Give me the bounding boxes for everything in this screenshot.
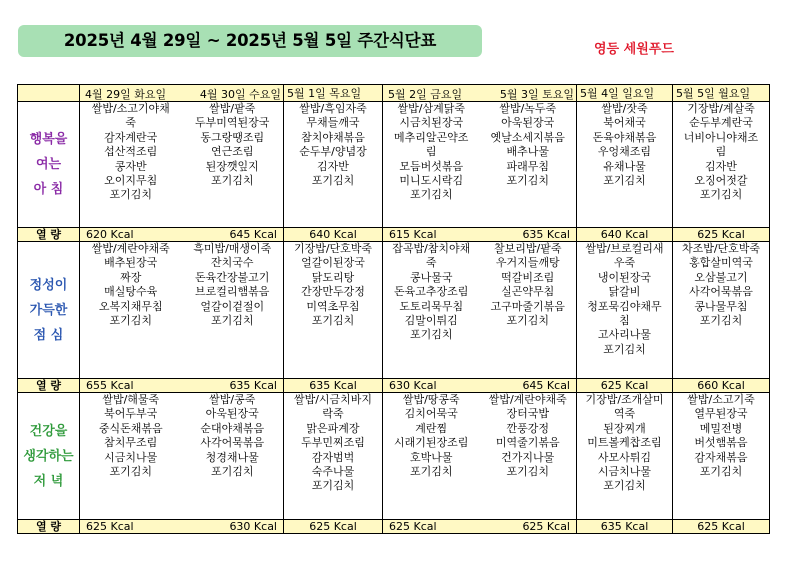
dish-list	[577, 393, 672, 494]
menu-cell	[383, 102, 577, 228]
meal-row	[18, 242, 770, 379]
menu-cell	[80, 393, 284, 520]
dish-item: 역죽	[613, 407, 636, 421]
dish-item: 죽	[125, 116, 137, 130]
dish-item: 포기김치	[506, 174, 549, 188]
dish-item: 포기김치	[409, 465, 453, 479]
kcal-value: 640 Kcal	[600, 228, 649, 241]
dish-item: 잡곡밥/참치야채	[392, 242, 471, 255]
dish-list	[673, 393, 769, 479]
dish-list	[577, 242, 672, 357]
dish-item: 청포묵김야채무	[587, 299, 662, 313]
dish-list	[383, 393, 480, 479]
dish-item: 시금치나물	[104, 450, 158, 464]
dish-item: 포기김치	[603, 174, 646, 188]
dish-item: 김말이튀김	[404, 314, 458, 328]
dish-columns	[80, 242, 283, 328]
dish-item: 떡갈비조림	[501, 270, 555, 284]
kcal-values	[383, 379, 576, 392]
dish-item: 고구마줄기볶음	[490, 299, 565, 313]
kcal-values	[80, 228, 283, 241]
company-name: 영등 세원푸드	[594, 42, 674, 57]
menu-cell	[383, 242, 577, 379]
dish-list	[480, 102, 577, 203]
dish-item: 림	[425, 145, 437, 159]
dish-item: 순두부계란국	[689, 116, 753, 130]
dish-item: 김자반	[317, 159, 349, 173]
dish-item: 실곤약무침	[501, 285, 555, 299]
day-label: 5월 3일 토요일	[499, 88, 574, 101]
dish-item: 미역초무침	[306, 299, 360, 313]
dish-item: 림	[715, 145, 727, 159]
dish-item: 콩나물무침	[694, 299, 748, 313]
dish-item: 시금치나물	[597, 465, 652, 479]
dish-item: 포기김치	[311, 174, 355, 188]
dish-item: 무채들깨국	[306, 116, 360, 130]
dish-item: 맑은파계장	[306, 421, 360, 435]
dish-list	[673, 242, 769, 328]
dish-item: 북어채국	[603, 116, 646, 130]
kcal-cell	[383, 228, 577, 242]
dish-item: 기장밥/조개살미	[585, 393, 664, 406]
kcal-label: 열 량	[18, 228, 80, 242]
dish-item: 콩나물국	[409, 270, 453, 284]
kcal-values	[577, 228, 672, 241]
dish-item: 돈육야채볶음	[592, 130, 657, 144]
dish-item: 청경채나물	[205, 450, 259, 464]
dish-item: 순두부/양념장	[299, 145, 367, 159]
dish-list	[383, 102, 480, 203]
dish-item: 냉이된장국	[597, 270, 652, 284]
kcal-label: 열 량	[18, 520, 80, 534]
menu-cell	[577, 393, 673, 520]
kcal-value: 635 Kcal	[600, 520, 649, 533]
dish-item: 포기김치	[409, 188, 453, 202]
dish-item: 우죽	[613, 256, 636, 270]
kcal-cell	[577, 379, 673, 393]
kcal-values	[673, 228, 769, 241]
dish-item: 된장깻잎지	[205, 159, 259, 173]
dish-item: 포기김치	[603, 479, 646, 493]
dish-item: 김자반	[705, 159, 737, 173]
kcal-values	[284, 520, 382, 533]
kcal-value: 635 Kcal	[229, 379, 277, 392]
kcal-value: 630 Kcal	[389, 379, 437, 392]
dish-item: 쌀밥/잣죽	[601, 102, 648, 115]
meal-name-line: 건강을	[29, 423, 68, 439]
dish-item: 흑미밥/매생이죽	[193, 242, 272, 255]
menu-cell	[577, 102, 673, 228]
kcal-label: 열 량	[18, 379, 80, 393]
dish-columns	[383, 242, 576, 343]
dish-item: 사각어묵볶음	[689, 285, 753, 299]
kcal-cell	[284, 379, 383, 393]
dish-item: 포기김치	[699, 465, 743, 479]
day-label: 5월 2일 금요일	[388, 88, 463, 101]
menu-cell	[577, 242, 673, 379]
day-label: 4월 30일 수요일	[199, 88, 281, 101]
kcal-values	[383, 520, 576, 533]
dish-item: 섭산적조림	[104, 145, 158, 159]
dish-item: 고사리나물	[597, 328, 652, 342]
kcal-values	[80, 379, 283, 392]
meal-name-line: 생각하는	[23, 448, 74, 464]
dish-list	[80, 242, 182, 328]
kcal-values	[577, 379, 672, 392]
kcal-values	[284, 379, 382, 392]
dish-item: 장터국밥	[506, 407, 549, 421]
dish-item: 브로컬리햄볶음	[195, 285, 270, 299]
dish-item: 포기김치	[699, 188, 743, 202]
meal-name-line: 여는	[35, 157, 62, 172]
dish-item: 모듬버섯볶음	[399, 159, 464, 173]
dish-item: 콩자반	[114, 159, 147, 173]
day-header	[80, 85, 284, 102]
kcal-value: 620 Kcal	[86, 228, 134, 241]
kcal-values	[80, 520, 283, 533]
meal-name-line: 점 심	[33, 327, 64, 343]
dish-list	[577, 102, 672, 188]
kcal-row	[18, 228, 770, 242]
dish-item: 차조밥/단호박죽	[681, 242, 761, 255]
day-header	[383, 85, 577, 102]
dish-item: 숙주나물	[311, 465, 355, 479]
kcal-value: 660 Kcal	[697, 379, 745, 392]
kcal-value: 625 Kcal	[309, 520, 357, 533]
menu-cell	[80, 242, 284, 379]
dish-item: 메추리알곤약조	[394, 130, 469, 144]
dish-item: 도토리묵무침	[399, 299, 464, 313]
meal-label	[18, 393, 80, 520]
dish-item: 얼갈이겉절이	[200, 299, 265, 313]
kcal-value: 625 Kcal	[697, 520, 745, 533]
dish-item: 포기김치	[506, 465, 549, 479]
dish-item: 아욱된장국	[205, 407, 259, 421]
dish-item: 쌀밥/콩죽	[209, 393, 256, 406]
title-banner	[18, 25, 482, 57]
meal-row	[18, 102, 770, 228]
menu-cell	[80, 102, 284, 228]
dish-item: 중식돈채볶음	[98, 421, 163, 435]
dish-item: 쌀밥/해물죽	[102, 393, 160, 406]
dish-item: 건가지나물	[501, 450, 555, 464]
day-header-pair	[83, 86, 283, 100]
dish-item: 감자계란국	[104, 130, 158, 144]
dish-item: 유채나물	[603, 159, 646, 173]
dish-item: 참치무조림	[104, 436, 158, 450]
dish-item: 계란찜	[415, 421, 448, 435]
dish-item: 미역줄기볶음	[495, 436, 560, 450]
dish-item: 김치어묵국	[404, 407, 458, 421]
weekly-menu-table	[17, 84, 770, 534]
dish-item: 포기김치	[506, 314, 549, 328]
dish-item: 짜장	[120, 270, 142, 284]
dish-item: 버섯햄볶음	[694, 436, 748, 450]
dish-item: 얼갈이된장국	[301, 256, 365, 270]
dish-item: 쌀밥/녹두죽	[499, 102, 557, 115]
dish-item: 기장밥/단호박죽	[293, 242, 373, 255]
dish-item: 감자범벅	[311, 450, 355, 464]
meal-name-line: 행복을	[29, 132, 68, 147]
kcal-values	[284, 228, 382, 241]
kcal-cell	[577, 228, 673, 242]
kcal-cell	[80, 228, 284, 242]
day-label: 5월 5일 월요일	[676, 87, 751, 100]
dish-item: 쌀밥/계란야채죽	[91, 242, 170, 255]
kcal-value: 625 Kcal	[522, 520, 570, 533]
dish-item: 오징어젓갈	[694, 174, 748, 188]
dish-item: 기장밥/계살죽	[687, 102, 755, 115]
kcal-cell	[673, 520, 770, 534]
dish-item: 포기김치	[210, 465, 254, 479]
dish-item: 포기김치	[603, 342, 646, 356]
kcal-value: 635 Kcal	[522, 228, 570, 241]
dish-item: 포기김치	[699, 314, 743, 328]
day-label: 5월 1일 목요일	[287, 87, 362, 100]
dish-list	[182, 242, 284, 328]
dish-item: 쌀밥/소고기죽	[687, 393, 755, 406]
dish-item: 돈육고추장조림	[394, 285, 469, 299]
dish-item: 순대야채볶음	[200, 421, 265, 435]
dish-item: 옛날소세지볶음	[490, 130, 565, 144]
menu-cell	[284, 242, 383, 379]
dish-item: 우거지들깨탕	[495, 256, 560, 270]
corner-cell	[18, 85, 80, 102]
kcal-cell	[80, 520, 284, 534]
kcal-cell	[383, 520, 577, 534]
kcal-value: 625 Kcal	[389, 520, 437, 533]
dish-item: 쌀밥/계란야채죽	[488, 393, 567, 406]
dish-item: 된장찌개	[603, 421, 646, 435]
menu-cell	[284, 102, 383, 228]
dish-item: 파래무침	[506, 159, 549, 173]
page-title: 2025년 4월 29일 ~ 2025년 5월 5일 주간식단표	[63, 31, 437, 50]
day-header-pair	[386, 86, 576, 100]
kcal-value: 645 Kcal	[522, 379, 570, 392]
dish-item: 홍합살미역국	[689, 256, 753, 270]
dish-item: 쌀밥/삼계닭죽	[397, 102, 465, 115]
dish-list	[182, 102, 284, 203]
dish-columns	[80, 102, 283, 203]
dish-list	[673, 102, 769, 203]
dish-item: 잔치국수	[210, 256, 254, 270]
day-header	[577, 85, 673, 102]
dish-columns	[80, 393, 283, 479]
kcal-value: 625 Kcal	[86, 520, 134, 533]
dish-item: 아욱된장국	[501, 116, 555, 130]
dish-item: 쌀밥/소고기야채	[91, 102, 170, 115]
dish-item: 포기김치	[109, 314, 152, 328]
header-row	[18, 85, 770, 102]
dish-item: 포기김치	[311, 314, 355, 328]
kcal-row	[18, 520, 770, 534]
kcal-cell	[577, 520, 673, 534]
dish-item: 닭갈비	[608, 285, 641, 299]
dish-item: 사각어묵볶음	[200, 436, 265, 450]
dish-item: 포기김치	[210, 174, 254, 188]
dish-item: 북어두부국	[104, 407, 158, 421]
dish-item: 쌀밥/땅콩죽	[402, 393, 460, 406]
menu-cell	[284, 393, 383, 520]
dish-list	[284, 393, 382, 494]
dish-item: 포기김치	[109, 465, 152, 479]
meal-name-line: 정성이	[29, 277, 68, 293]
dish-item: 오복지채무침	[98, 299, 163, 313]
dish-item: 참치야채볶음	[301, 130, 365, 144]
dish-item: 호박나물	[409, 450, 453, 464]
day-label: 5월 4일 일요일	[580, 87, 655, 100]
dish-item: 매실탕수육	[104, 285, 158, 299]
kcal-cell	[383, 379, 577, 393]
dish-item: 사모사튀김	[597, 450, 652, 464]
menu-cell	[673, 393, 770, 520]
kcal-cell	[284, 520, 383, 534]
kcal-value: 645 Kcal	[229, 228, 277, 241]
kcal-values	[577, 520, 672, 533]
dish-item: 간장만두강정	[301, 285, 365, 299]
kcal-value: 625 Kcal	[697, 228, 745, 241]
dish-item: 쌀밥/흑임자죽	[299, 102, 367, 115]
meal-row	[18, 393, 770, 520]
dish-item: 돈육간장불고기	[195, 270, 270, 284]
meal-label	[18, 242, 80, 379]
dish-item: 닭도리탕	[311, 270, 355, 284]
kcal-cell	[80, 379, 284, 393]
dish-item: 배추된장국	[104, 256, 158, 270]
dish-item: 오삼불고기	[694, 270, 748, 284]
dish-columns	[383, 102, 576, 203]
dish-item: 찰보리밥/팥죽	[494, 242, 562, 255]
kcal-value: 625 Kcal	[600, 379, 649, 392]
kcal-row	[18, 379, 770, 393]
dish-item: 메밀전병	[699, 421, 743, 435]
dish-list	[383, 242, 480, 343]
kcal-value: 630 Kcal	[229, 520, 277, 533]
kcal-cell	[673, 379, 770, 393]
meal-label	[18, 102, 80, 228]
dish-list	[80, 393, 182, 479]
day-header	[673, 85, 770, 102]
dish-item: 미니도시락김	[399, 174, 464, 188]
kcal-values	[673, 379, 769, 392]
kcal-value: 615 Kcal	[389, 228, 437, 241]
dish-item: 너비아니야채조	[683, 130, 759, 144]
dish-columns	[383, 393, 576, 479]
dish-item: 감자채볶음	[694, 450, 748, 464]
dish-item: 배추나물	[506, 145, 549, 159]
dish-list	[182, 393, 284, 479]
dish-item: 우엉채조림	[597, 145, 652, 159]
menu-cell	[673, 242, 770, 379]
kcal-values	[673, 520, 769, 533]
meal-name-line: 아 침	[33, 182, 64, 197]
dish-list	[284, 102, 382, 188]
dish-list	[284, 242, 382, 328]
dish-item: 락죽	[322, 407, 344, 421]
dish-item: 오이지무침	[104, 174, 158, 188]
meal-name-line: 가득한	[29, 302, 68, 318]
dish-item: 두부미역된장국	[195, 116, 270, 130]
day-label: 4월 29일 화요일	[85, 88, 167, 101]
dish-list	[480, 393, 577, 479]
dish-item: 깐풍강정	[506, 421, 549, 435]
dish-item: 두부민찌조림	[301, 436, 365, 450]
dish-item: 죽	[425, 256, 437, 270]
dish-item: 시래기된장조림	[394, 436, 469, 450]
kcal-values	[383, 228, 576, 241]
dish-item: 열무된장국	[694, 407, 748, 421]
meal-name-line: 저 녁	[33, 473, 64, 489]
dish-item: 포기김치	[109, 188, 152, 202]
kcal-cell	[673, 228, 770, 242]
kcal-value: 635 Kcal	[309, 379, 357, 392]
dish-item: 동그랑땡조림	[200, 130, 265, 144]
dish-item: 시금치된장국	[399, 116, 464, 130]
dish-item: 쌀밥/팥죽	[209, 102, 256, 115]
day-header	[284, 85, 383, 102]
kcal-value: 655 Kcal	[86, 379, 134, 392]
dish-item: 쌀밥/브로컬리새	[585, 242, 664, 255]
kcal-cell	[284, 228, 383, 242]
dish-item: 포기김치	[409, 328, 453, 342]
dish-list	[80, 102, 182, 203]
menu-cell	[383, 393, 577, 520]
menu-cell	[673, 102, 770, 228]
dish-list	[480, 242, 577, 343]
dish-item: 포기김치	[311, 479, 355, 493]
dish-item: 포기김치	[210, 314, 254, 328]
dish-item: 쌀밥/시금치바지	[293, 393, 373, 406]
dish-item: 침	[619, 314, 630, 328]
dish-item: 연근조림	[210, 145, 254, 159]
kcal-value: 640 Kcal	[309, 228, 357, 241]
dish-item: 미트볼케찹조림	[587, 436, 662, 450]
